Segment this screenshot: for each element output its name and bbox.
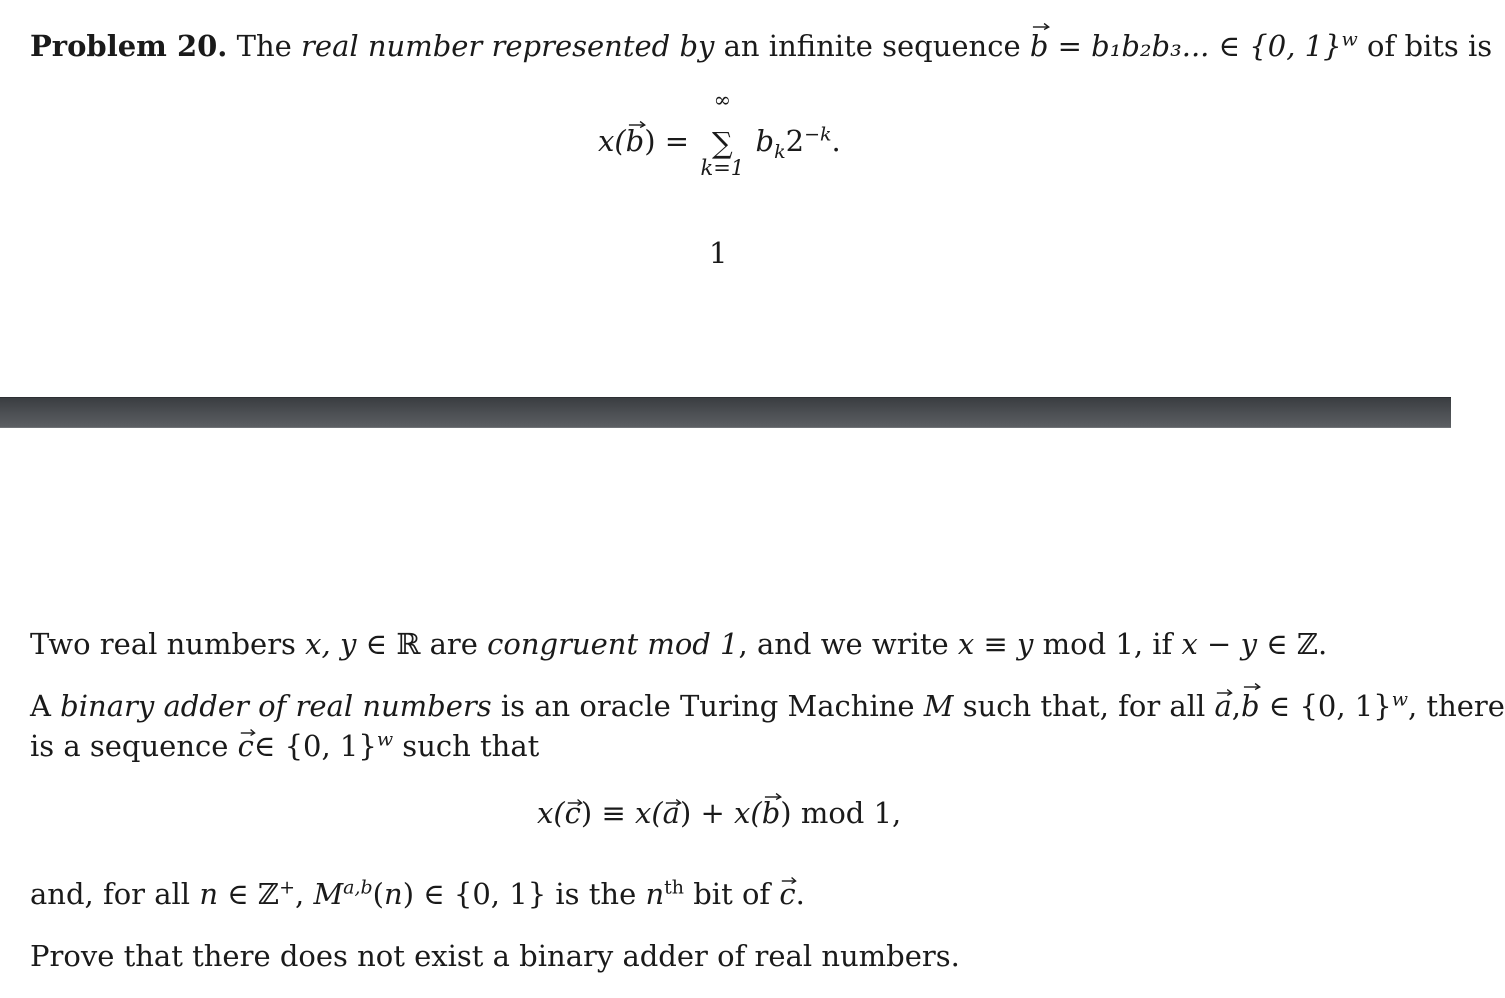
- math-oracle-sup: a,b: [343, 876, 373, 899]
- vector-arrow-icon: [764, 792, 783, 800]
- formula-paren: ): [679, 796, 692, 830]
- congruence-definition: [30, 624, 1327, 664]
- formula-lhs: x(: [598, 124, 626, 158]
- formula-equiv: ≡: [592, 796, 635, 830]
- text: ) ∈ {0, 1} is the: [402, 877, 646, 911]
- vector-arrow-icon: [240, 728, 256, 736]
- forall-statement: [30, 874, 805, 914]
- vector-letter: b: [1240, 689, 1260, 723]
- vector-c: [565, 796, 581, 830]
- vector-letter: c: [564, 796, 581, 830]
- text: mod 1, if: [1033, 627, 1182, 661]
- vector-arrow-icon: [1032, 22, 1051, 30]
- math-x: x: [1181, 627, 1198, 661]
- text: ∈ ℤ: [218, 877, 280, 911]
- text: ∈ {0, 1}: [253, 729, 377, 763]
- vector-letter: b: [625, 124, 645, 158]
- page-separator: [0, 397, 1451, 428]
- sum-term-subscript: k: [774, 140, 786, 163]
- vector-a: [1214, 686, 1231, 726]
- math-th-sup: th: [664, 876, 685, 899]
- text: bit of: [684, 877, 780, 911]
- vector-b: [1241, 686, 1260, 726]
- problem-heading: Problem 20.: [30, 29, 228, 63]
- text: such that, for all: [953, 689, 1215, 723]
- text: , and we write: [738, 627, 958, 661]
- page-2: [0, 428, 1505, 998]
- text: ≡: [974, 627, 1018, 661]
- problem-text: an infinite sequence: [714, 29, 1030, 63]
- page-number: 1: [709, 236, 728, 270]
- text: is a sequence: [30, 729, 238, 763]
- math-xy: x, y: [305, 627, 357, 661]
- formula-mod: mod 1,: [791, 796, 902, 830]
- term-congruent: congruent mod 1: [487, 627, 739, 661]
- formula-x-b: [598, 88, 841, 180]
- sum-term: b: [755, 124, 775, 158]
- text: ∈ ℝ are: [356, 627, 488, 661]
- vector-letter: a: [1214, 689, 1232, 723]
- vector-arrow-icon: [781, 876, 797, 884]
- math-omega: w: [1391, 688, 1408, 711]
- text: ,: [295, 877, 314, 911]
- vector-a: [663, 796, 680, 830]
- math-n: n: [645, 877, 665, 911]
- math-omega: w: [376, 728, 394, 751]
- vector-c: [779, 874, 795, 914]
- vector-letter: b: [761, 796, 781, 830]
- math-M: M: [313, 877, 344, 911]
- vector-arrow-icon: [1243, 682, 1262, 690]
- vector-arrow-icon: [628, 120, 647, 128]
- text: ∈ ℤ.: [1256, 627, 1328, 661]
- adder-definition-line-1: [30, 686, 1505, 726]
- text: A: [30, 689, 61, 723]
- text: (: [372, 877, 384, 911]
- summation: [698, 88, 746, 180]
- vector-letter: c: [779, 877, 796, 911]
- sum-lower-limit: k=1: [700, 156, 745, 180]
- text: ∈ {0, 1}: [1259, 689, 1392, 723]
- problem-text: The: [227, 29, 302, 63]
- text: and, for all: [30, 877, 200, 911]
- math-M: M: [923, 689, 954, 723]
- sum-upper-limit: ∞: [713, 88, 732, 112]
- term-real-number: real number represented by: [301, 29, 715, 63]
- formula-paren: ): [780, 796, 792, 830]
- formula-congruence: [537, 796, 901, 830]
- math-omega: w: [1341, 28, 1358, 51]
- prove-statement: Prove that there does not exist a binary adder of real numbers.: [30, 939, 960, 973]
- text: −: [1197, 627, 1241, 661]
- formula-x: x(: [635, 796, 663, 830]
- math-n: n: [384, 877, 403, 911]
- math-plus-sup: +: [279, 876, 295, 899]
- math-x: x: [957, 627, 975, 661]
- math-y: y: [1017, 627, 1034, 661]
- problem-text: of bits is: [1357, 29, 1493, 63]
- text: is an oracle Turing Machine: [491, 689, 924, 723]
- sum-term-exponent: −k: [804, 123, 832, 146]
- vector-letter: c: [237, 729, 254, 763]
- math-equals: =: [1048, 29, 1092, 63]
- formula-lhs-close: ) =: [644, 124, 690, 158]
- vector-c: [238, 726, 254, 766]
- vector-arrow-icon: [567, 798, 583, 806]
- vector-b: [1030, 26, 1049, 66]
- text: .: [795, 877, 805, 911]
- formula-period: .: [831, 124, 841, 158]
- vector-arrow-icon: [665, 798, 682, 806]
- math-n: n: [199, 877, 218, 911]
- sum-symbol: ∑: [711, 126, 733, 160]
- text: such that: [393, 729, 540, 763]
- vector-letter: a: [662, 796, 680, 830]
- math-bits: b₁b₂b₃... ∈ {0, 1}: [1091, 29, 1342, 63]
- page-1: [0, 0, 1493, 397]
- math-y: y: [1240, 627, 1257, 661]
- adder-definition-line-2: [30, 726, 539, 766]
- text: , there: [1407, 689, 1505, 723]
- text: ,: [1231, 689, 1241, 723]
- vector-arrow-icon: [1216, 688, 1233, 696]
- sum-term-base: 2: [785, 124, 805, 158]
- formula-paren: ): [580, 796, 593, 830]
- vector-b: [626, 124, 645, 158]
- formula-plus: +: [691, 796, 735, 830]
- text: Two real numbers: [30, 627, 306, 661]
- vector-letter: b: [1029, 29, 1049, 63]
- problem-statement: [30, 26, 1492, 66]
- term-binary-adder: binary adder of real numbers: [60, 689, 492, 723]
- formula-x: x(: [537, 796, 565, 830]
- vector-b: [762, 796, 781, 830]
- formula-x: x(: [734, 796, 762, 830]
